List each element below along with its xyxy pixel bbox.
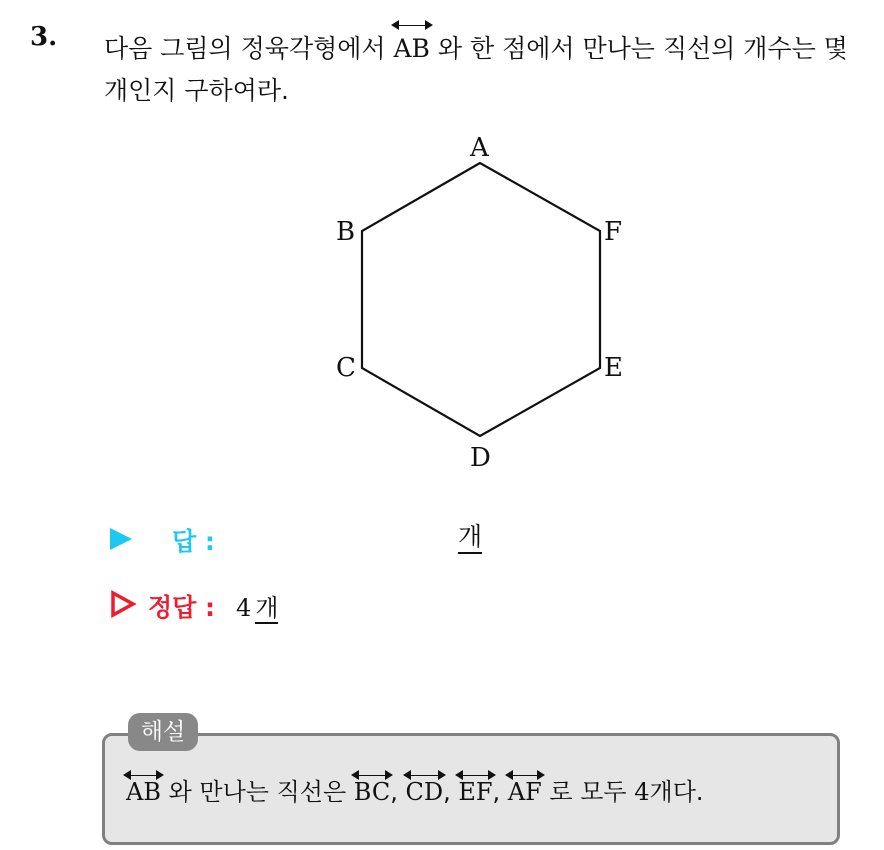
explanation-count: 4 bbox=[634, 778, 650, 806]
vertex-label-f: F bbox=[604, 217, 623, 247]
correct-answer-value bbox=[236, 588, 278, 623]
separator: , bbox=[443, 778, 459, 806]
line-cd-symbol bbox=[406, 772, 444, 806]
separator: , bbox=[390, 778, 406, 806]
arrow-left-icon bbox=[505, 770, 513, 780]
explanation-part2: 로 모두 bbox=[541, 778, 635, 806]
hexagon-diagram bbox=[320, 128, 640, 478]
arrow-left-icon bbox=[391, 20, 399, 30]
vertex-label-e: E bbox=[604, 353, 623, 383]
correct-answer-label: 정답 : bbox=[148, 593, 216, 622]
correct-answer-unit: 개 bbox=[255, 594, 279, 622]
explanation-text bbox=[126, 772, 704, 807]
question-number: 3. bbox=[30, 22, 58, 52]
outline-triangle-icon bbox=[110, 590, 136, 618]
line-label: AB bbox=[126, 778, 161, 806]
line-label: BC bbox=[353, 778, 391, 806]
line-label: CD bbox=[405, 778, 444, 806]
question-text bbox=[104, 22, 864, 112]
arrow-right-icon bbox=[156, 770, 164, 780]
separator: , bbox=[492, 778, 508, 806]
line-ab-symbol bbox=[394, 22, 430, 70]
answer-row bbox=[110, 520, 610, 560]
arrow-left-icon bbox=[403, 770, 411, 780]
line-ef-symbol bbox=[458, 772, 492, 806]
question-text-part2: 와 한 점에서 만나는 직선의 개수는 몇 개인지 구하여라. bbox=[104, 34, 848, 105]
answer-label: 답 : bbox=[172, 527, 215, 556]
vertex-label-a: A bbox=[470, 133, 489, 163]
arrow-right-icon bbox=[438, 770, 446, 780]
play-triangle-icon bbox=[110, 528, 132, 550]
line-af-symbol bbox=[508, 772, 542, 806]
arrow-right-icon bbox=[537, 770, 545, 780]
vertex-label-c: C bbox=[336, 353, 356, 383]
correct-answer-number: 4 bbox=[236, 594, 252, 622]
explanation-part3: 개다. bbox=[649, 778, 704, 806]
explanation-part1: 와 만나는 직선은 bbox=[160, 778, 354, 806]
line-label: EF bbox=[458, 778, 493, 806]
line-ab-label: AB bbox=[393, 34, 430, 63]
line-label: AF bbox=[507, 778, 542, 806]
line-ab-symbol bbox=[126, 772, 161, 806]
arrow-left-icon bbox=[123, 770, 131, 780]
answer-unit: 개 bbox=[458, 522, 482, 554]
arrow-right-icon bbox=[425, 20, 433, 30]
vertex-label-b: B bbox=[336, 217, 356, 247]
arrow-left-icon bbox=[455, 770, 463, 780]
vertex-label-d: D bbox=[470, 443, 491, 473]
hexagon-shape bbox=[362, 163, 600, 436]
arrow-left-icon bbox=[351, 770, 359, 780]
explanation-tab: 해설 bbox=[128, 713, 198, 751]
arrow-right-icon bbox=[488, 770, 496, 780]
line-bc-symbol bbox=[354, 772, 390, 806]
hexagon-figure bbox=[320, 128, 640, 478]
question-text-part1: 다음 그림의 정육각형에서 bbox=[104, 34, 394, 63]
arrow-right-icon bbox=[385, 770, 393, 780]
correct-answer-row bbox=[110, 586, 610, 626]
